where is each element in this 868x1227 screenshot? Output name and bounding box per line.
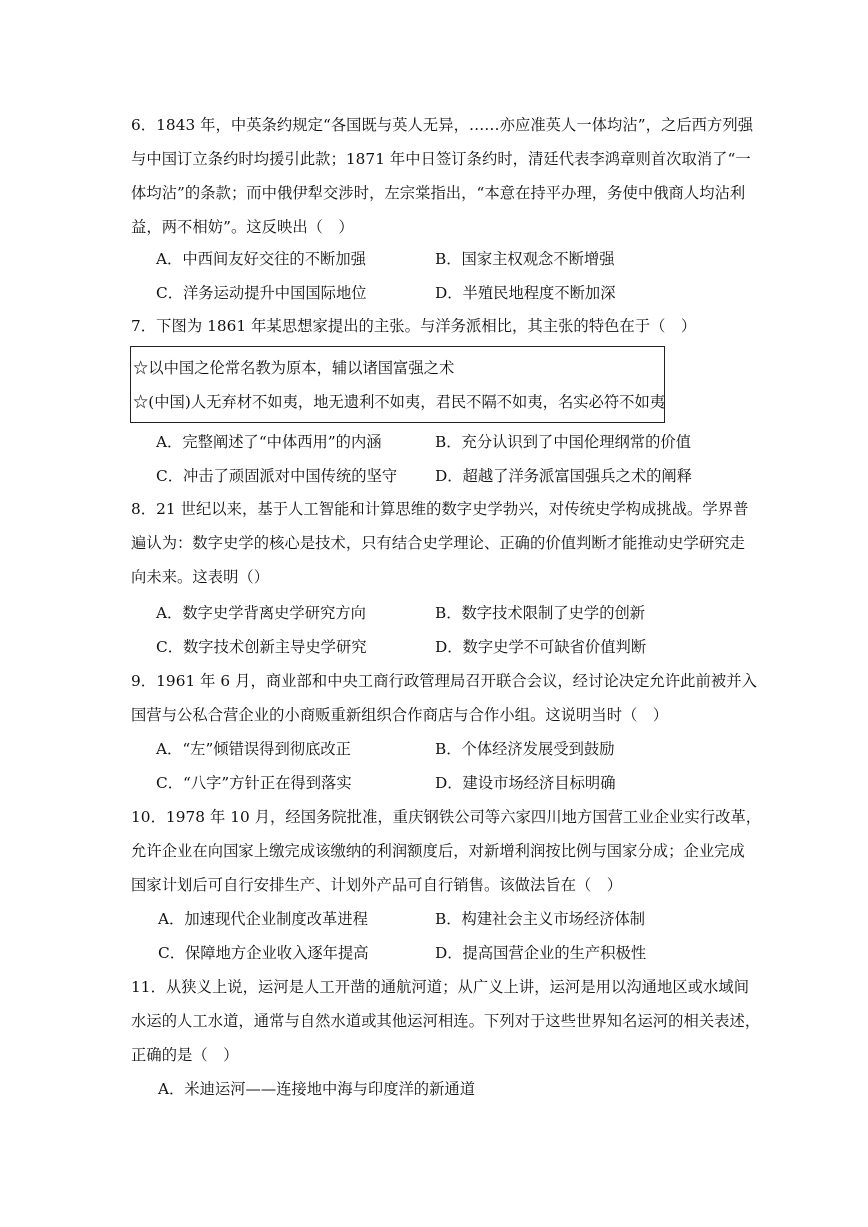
q7-quote-line-1: ☆以中国之伦常名教为原本，辅以诸国富强之术 [133,359,455,377]
q11-stem-line-2: 水运的人工水道，通常与自然水道或其他运河相连。下列对于这些世界知名运河的相关表述， [131,1012,761,1030]
q10-stem-line-1: 10．1978 年 10 月，经国务院批准，重庆钢铁公司等六家四川地方国营工业企业实行改革， [131,808,762,826]
q10-option-a: A．加速现代企业制度改革进程 [158,910,368,928]
q6-stem-line-2: 与中国订立条约时均援引此款；1871 年中日签订条约时，清廷代表李鸿章则首次取消了“一 [131,150,751,168]
q9-option-d: D．建设市场经济目标明确 [435,774,616,792]
q7-quote-box [130,346,665,423]
q6-option-c: C．洋务运动提升中国国际地位 [156,284,367,302]
q6-option-d: D．半殖民地程度不断加深 [435,284,616,302]
q9-option-c: C．“八字”方针正在得到落实 [156,774,352,792]
q9-stem-line-2: 国营与公私合营企业的小商贩重新组织合作商店与合作小组。这说明当时（ ） [131,706,669,724]
q10-stem-line-2: 允许企业在向国家上缴完成该缴纳的利润额度后，对新增利润按比例与国家分成；企业完成 [131,842,745,860]
q8-option-b: B．数字技术限制了史学的创新 [435,604,646,622]
q6-option-b: B．国家主权观念不断增强 [435,250,615,268]
q8-stem-line-2: 遍认为：数字史学的核心是技术，只有结合史学理论、正确的价值判断才能推动史学研究走 [131,534,745,552]
q9-option-b: B．个体经济发展受到鼓励 [435,740,615,758]
q8-stem-line-3: 向未来。这表明（） [131,568,270,586]
q10-option-c: C．保障地方企业收入逐年提高 [158,944,369,962]
q7-quote-line-2: ☆(中国)人无弃材不如夷，地无遗利不如夷，君民不隔不如夷，名实必符不如夷 [133,393,666,411]
q6-stem-line-3: 体均沾”的条款；而中俄伊犁交涉时，左宗棠指出，“本意在持平办理，务使中俄商人均沾利 [131,184,746,202]
q6-option-a: A．中西间友好交往的不断加强 [156,250,366,268]
q9-option-a: A．“左”倾错误得到彻底改正 [156,740,351,758]
q6-stem-line-4: 益，两不相妨”。这反映出（ ） [131,218,354,236]
q10-stem-line-3: 国家计划后可自行安排生产、计划外产品可自行销售。该做法旨在（ ） [131,876,623,894]
q10-option-d: D．提高国营企业的生产积极性 [435,944,647,962]
q8-option-a: A．数字史学背离史学研究方向 [156,604,366,622]
q6-stem-line-1: 6．1843 年，中英条约规定“各国既与英人无异，……亦应准英人一体均沾”，之后西方列强 [131,116,754,134]
q11-option-a: A．米迪运河——连接地中海与印度洋的新通道 [158,1080,475,1098]
q7-option-a: A．完整阐述了“中体西用”的内涵 [156,433,382,451]
q10-option-b: B．构建社会主义市场经济体制 [435,910,646,928]
q8-option-d: D．数字史学不可缺省价值判断 [435,638,647,656]
q11-stem-line-1: 11．从狭义上说，运河是人工开凿的通航河道；从广义上讲，运河是用以沟通地区或水域间 [131,978,750,996]
q7-option-d: D．超越了洋务派富国强兵之术的阐释 [435,467,693,485]
q7-option-c: C．冲击了顽固派对中国传统的坚守 [156,467,398,485]
q11-stem-line-3: 正确的是（ ） [131,1046,239,1064]
q9-stem-line-1: 9．1961 年 6 月，商业部和中央工商行政管理局召开联合会议，经讨论决定允许此前被并入 [131,672,757,690]
q7-option-b: B．充分认识到了中国伦理纲常的价值 [435,433,691,451]
q8-option-c: C．数字技术创新主导史学研究 [156,638,367,656]
q8-stem-line-1: 8．21 世纪以来，基于人工智能和计算思维的数字史学勃兴，对传统史学构成挑战。学界普 [131,500,749,518]
q7-stem-line-1: 7．下图为 1861 年某思想家提出的主张。与洋务派相比，其主张的特色在于（ ） [131,317,697,335]
